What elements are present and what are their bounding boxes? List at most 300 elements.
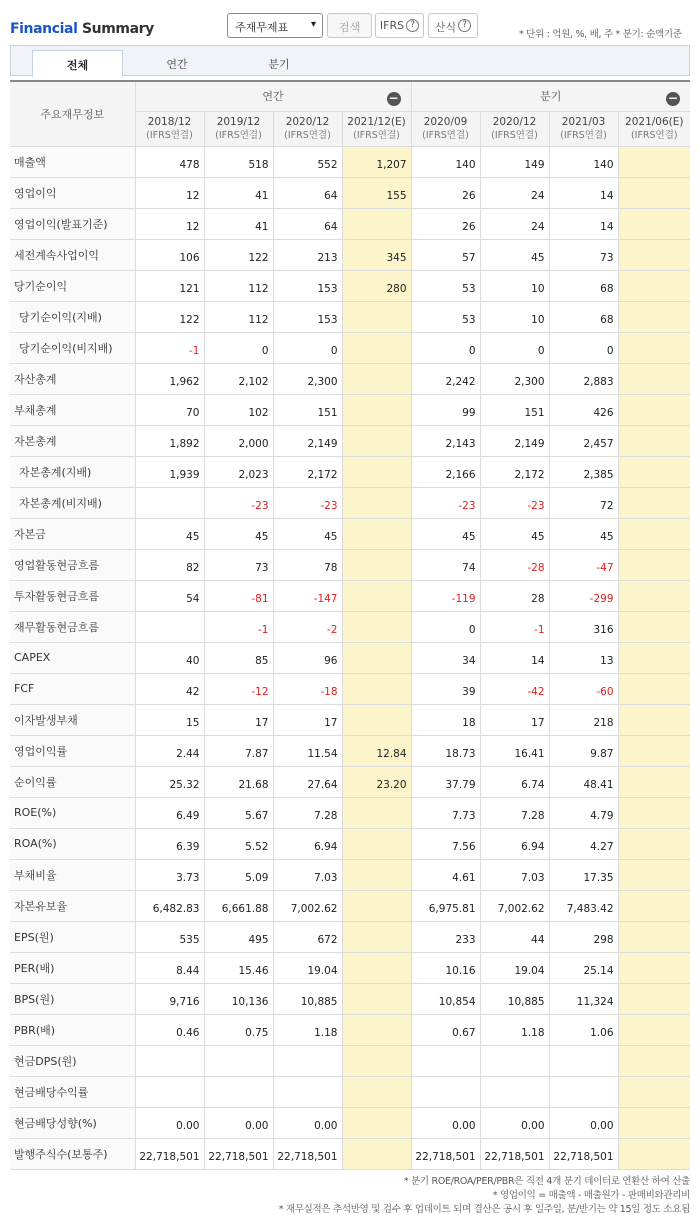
table-row xyxy=(10,828,690,859)
table-cell xyxy=(618,1138,690,1169)
table-cell: 426 xyxy=(549,394,618,425)
table-cell xyxy=(480,1076,549,1107)
table-cell xyxy=(342,549,411,580)
table-cell: 2,149 xyxy=(273,425,342,456)
column-header: 2020/12 (IFRS연결) xyxy=(273,111,342,146)
table-row xyxy=(10,797,690,828)
table-cell: 552 xyxy=(273,146,342,177)
table-cell: 2,300 xyxy=(273,363,342,394)
table-row xyxy=(10,146,690,177)
column-header: 2021/12(E) (IFRS연결) xyxy=(342,111,411,146)
row-label: 부채비율 xyxy=(10,859,135,890)
table-cell: 7,002.62 xyxy=(480,890,549,921)
table-row xyxy=(10,766,690,797)
table-cell xyxy=(618,642,690,673)
table-cell: 27.64 xyxy=(273,766,342,797)
table-cell: 41 xyxy=(204,208,273,239)
table-row xyxy=(10,890,690,921)
quarter-group-header: 분기 − xyxy=(411,81,690,111)
table-cell: -23 xyxy=(204,487,273,518)
table-cell: 112 xyxy=(204,270,273,301)
table-cell: 42 xyxy=(135,673,204,704)
table-cell xyxy=(342,797,411,828)
row-label: 자본유보율 xyxy=(10,890,135,921)
row-label: 당기순이익(비지배) xyxy=(10,332,135,363)
table-row xyxy=(10,549,690,580)
table-cell: 4.79 xyxy=(549,797,618,828)
table-cell: 0 xyxy=(411,611,480,642)
table-row xyxy=(10,735,690,766)
table-cell: 22,718,501 xyxy=(411,1138,480,1169)
row-label: 자본총계(지배) xyxy=(10,456,135,487)
table-cell xyxy=(135,1045,204,1076)
footnote-3: * 재무실적은 추석반영 및 검수 후 업데이트 되며 결산은 공시 후 일주일, 분/반기는 약 15일 정도 소요됨 xyxy=(278,1204,690,1215)
table-cell: 25.32 xyxy=(135,766,204,797)
table-cell: 64 xyxy=(273,177,342,208)
table-cell xyxy=(342,208,411,239)
table-cell xyxy=(618,1107,690,1138)
table-cell: 25.14 xyxy=(549,952,618,983)
row-label: 재무활동현금흐름 xyxy=(10,611,135,642)
row-label: 자본총계(비지배) xyxy=(10,487,135,518)
table-cell: 19.04 xyxy=(273,952,342,983)
table-cell xyxy=(618,1014,690,1045)
table-cell: 1,962 xyxy=(135,363,204,394)
row-label: 매출액 xyxy=(10,146,135,177)
table-cell: 45 xyxy=(204,518,273,549)
table-cell: 14 xyxy=(549,177,618,208)
table-cell: 151 xyxy=(480,394,549,425)
row-label: 영업이익(발표기준) xyxy=(10,208,135,239)
table-cell: 37.79 xyxy=(411,766,480,797)
table-cell xyxy=(204,1076,273,1107)
table-row xyxy=(10,580,690,611)
column-header: 2021/03 (IFRS연결) xyxy=(549,111,618,146)
column-header: 2021/06(E) (IFRS연결) xyxy=(618,111,690,146)
table-row xyxy=(10,859,690,890)
table-row xyxy=(10,983,690,1014)
table-cell: 2,242 xyxy=(411,363,480,394)
table-cell xyxy=(135,611,204,642)
table-cell: 0 xyxy=(411,332,480,363)
table-cell: 1,207 xyxy=(342,146,411,177)
table-cell: 15 xyxy=(135,704,204,735)
table-cell: -2 xyxy=(273,611,342,642)
row-label: 부채총계 xyxy=(10,394,135,425)
table-cell: 7.28 xyxy=(273,797,342,828)
row-label: 자산총계 xyxy=(10,363,135,394)
table-cell: 1.18 xyxy=(480,1014,549,1045)
formula-help-button[interactable]: 산식 ? xyxy=(428,13,478,38)
table-cell: 22,718,501 xyxy=(480,1138,549,1169)
table-cell xyxy=(618,549,690,580)
table-cell: 10,885 xyxy=(273,983,342,1014)
table-cell: 22,718,501 xyxy=(273,1138,342,1169)
table-cell xyxy=(411,1045,480,1076)
column-header: 2018/12 (IFRS연결) xyxy=(135,111,204,146)
table-cell xyxy=(618,363,690,394)
table-cell: 2,000 xyxy=(204,425,273,456)
table-cell: 2,883 xyxy=(549,363,618,394)
table-cell: -12 xyxy=(204,673,273,704)
table-cell xyxy=(618,394,690,425)
table-cell: -42 xyxy=(480,673,549,704)
table-row xyxy=(10,425,690,456)
table-cell: 2,102 xyxy=(204,363,273,394)
column-header: 2020/09 (IFRS연결) xyxy=(411,111,480,146)
table-cell xyxy=(618,425,690,456)
row-label: 세전계속사업이익 xyxy=(10,239,135,270)
table-cell: 70 xyxy=(135,394,204,425)
table-cell xyxy=(618,332,690,363)
table-cell xyxy=(342,518,411,549)
table-row xyxy=(10,1076,690,1107)
collapse-quarter-icon[interactable]: − xyxy=(668,91,679,105)
table-row xyxy=(10,177,690,208)
footnote-2: * 영업이익 = 매출액 - 매출원가 - 판매비와관리비 xyxy=(492,1190,690,1201)
table-cell: 17 xyxy=(204,704,273,735)
footnote-1: * 분기 ROE/ROA/PER/PBR은 직전 4개 분기 데이터로 연환산 하여 산출 xyxy=(403,1176,690,1187)
table-cell: 6.49 xyxy=(135,797,204,828)
table-cell: 7.03 xyxy=(273,859,342,890)
table-cell: 0.00 xyxy=(549,1107,618,1138)
table-cell xyxy=(618,1076,690,1107)
table-cell xyxy=(618,580,690,611)
table-row xyxy=(10,1014,690,1045)
table-cell xyxy=(618,611,690,642)
table-cell: 153 xyxy=(273,270,342,301)
table-cell: 149 xyxy=(480,146,549,177)
table-cell: 17 xyxy=(480,704,549,735)
table-cell: 8.44 xyxy=(135,952,204,983)
table-cell xyxy=(618,270,690,301)
table-cell xyxy=(342,1107,411,1138)
table-cell xyxy=(342,456,411,487)
row-label: 현금DPS(원) xyxy=(10,1045,135,1076)
table-cell: 48.41 xyxy=(549,766,618,797)
row-label: CAPEX xyxy=(10,642,135,673)
table-cell: 11.54 xyxy=(273,735,342,766)
table-cell: 2,172 xyxy=(480,456,549,487)
table-cell: 64 xyxy=(273,208,342,239)
tab-annual[interactable]: 연간 xyxy=(166,58,188,71)
table-cell: 2,149 xyxy=(480,425,549,456)
table-cell: 2,172 xyxy=(273,456,342,487)
table-cell: 23.20 xyxy=(342,766,411,797)
table-cell: 0.46 xyxy=(135,1014,204,1045)
table-cell: 102 xyxy=(204,394,273,425)
table-cell: 0.00 xyxy=(480,1107,549,1138)
table-cell: 10,885 xyxy=(480,983,549,1014)
table-cell: 6.94 xyxy=(273,828,342,859)
page-title: Financial Summary xyxy=(10,21,154,37)
table-cell: 2,143 xyxy=(411,425,480,456)
row-label: BPS(원) xyxy=(10,983,135,1014)
table-cell xyxy=(342,394,411,425)
table-row xyxy=(10,673,690,704)
table-cell xyxy=(618,704,690,735)
table-cell: -1 xyxy=(135,332,204,363)
toolbar xyxy=(0,0,699,44)
table-cell: 26 xyxy=(411,208,480,239)
table-cell xyxy=(618,177,690,208)
table-cell: 5.52 xyxy=(204,828,273,859)
table-row xyxy=(10,363,690,394)
row-label: 현금배당수익률 xyxy=(10,1076,135,1107)
table-cell: 12 xyxy=(135,208,204,239)
table-cell: 112 xyxy=(204,301,273,332)
table-cell: 10,854 xyxy=(411,983,480,1014)
table-cell: 121 xyxy=(135,270,204,301)
row-label: 발행주식수(보통주) xyxy=(10,1138,135,1169)
table-cell: 7,483.42 xyxy=(549,890,618,921)
row-label: PBR(배) xyxy=(10,1014,135,1045)
table-cell xyxy=(342,704,411,735)
row-label: 영업이익 xyxy=(10,177,135,208)
table-cell: 6,482.83 xyxy=(135,890,204,921)
table-cell: 140 xyxy=(549,146,618,177)
table-cell: 28 xyxy=(480,580,549,611)
table-cell: 7.73 xyxy=(411,797,480,828)
table-row xyxy=(10,270,690,301)
table-cell: 1.06 xyxy=(549,1014,618,1045)
table-cell: 9,716 xyxy=(135,983,204,1014)
table-cell xyxy=(618,239,690,270)
table-cell: 10 xyxy=(480,301,549,332)
table-cell: 0 xyxy=(480,332,549,363)
table-cell xyxy=(135,487,204,518)
table-cell: 0.00 xyxy=(273,1107,342,1138)
table-cell: 45 xyxy=(273,518,342,549)
table-cell: 14 xyxy=(480,642,549,673)
table-cell xyxy=(618,983,690,1014)
table-row xyxy=(10,704,690,735)
table-cell: 280 xyxy=(342,270,411,301)
table-cell: 2.44 xyxy=(135,735,204,766)
table-cell: 96 xyxy=(273,642,342,673)
table-cell: 153 xyxy=(273,301,342,332)
table-cell: 298 xyxy=(549,921,618,952)
table-cell: 39 xyxy=(411,673,480,704)
search-button[interactable]: 검색 xyxy=(327,13,372,38)
chevron-down-icon: ▾ xyxy=(310,19,316,30)
table-cell: -1 xyxy=(480,611,549,642)
table-cell: -28 xyxy=(480,549,549,580)
table-cell: 0 xyxy=(204,332,273,363)
table-cell: 213 xyxy=(273,239,342,270)
row-label: 현금배당성향(%) xyxy=(10,1107,135,1138)
table-cell: 57 xyxy=(411,239,480,270)
table-cell xyxy=(411,1076,480,1107)
table-cell xyxy=(618,828,690,859)
table-cell: 6.74 xyxy=(480,766,549,797)
table-cell xyxy=(342,580,411,611)
collapse-annual-icon[interactable]: − xyxy=(388,91,399,105)
table-cell xyxy=(273,1045,342,1076)
table-cell xyxy=(342,332,411,363)
table-row xyxy=(10,921,690,952)
table-cell: -23 xyxy=(273,487,342,518)
ifrs-help-button[interactable]: IFRS ? xyxy=(375,13,424,38)
table-cell xyxy=(618,146,690,177)
table-cell: 345 xyxy=(342,239,411,270)
table-cell xyxy=(342,921,411,952)
table-cell: 6.94 xyxy=(480,828,549,859)
table-cell: 0 xyxy=(273,332,342,363)
table-row xyxy=(10,332,690,363)
table-row xyxy=(10,642,690,673)
table-cell: 13 xyxy=(549,642,618,673)
table-cell: 7.56 xyxy=(411,828,480,859)
table-cell xyxy=(618,518,690,549)
table-cell: 40 xyxy=(135,642,204,673)
table-cell: -299 xyxy=(549,580,618,611)
row-label: 당기순이익(지배) xyxy=(10,301,135,332)
row-label: ROA(%) xyxy=(10,828,135,859)
table-cell: 4.61 xyxy=(411,859,480,890)
table-cell: 34 xyxy=(411,642,480,673)
table-cell xyxy=(342,952,411,983)
table-cell xyxy=(342,301,411,332)
table-cell: -81 xyxy=(204,580,273,611)
table-cell: 18.73 xyxy=(411,735,480,766)
table-row xyxy=(10,239,690,270)
table-cell: 316 xyxy=(549,611,618,642)
table-cell: 518 xyxy=(204,146,273,177)
table-cell: 1.18 xyxy=(273,1014,342,1045)
table-cell xyxy=(342,673,411,704)
table-cell: 19.04 xyxy=(480,952,549,983)
table-cell xyxy=(480,1045,549,1076)
table-row xyxy=(10,611,690,642)
table-cell: 26 xyxy=(411,177,480,208)
tab-all[interactable]: 전체 xyxy=(32,50,123,77)
table-cell: 1,939 xyxy=(135,456,204,487)
table-cell: -119 xyxy=(411,580,480,611)
table-cell xyxy=(342,1138,411,1169)
table-cell: 22,718,501 xyxy=(549,1138,618,1169)
table-cell: 0.00 xyxy=(411,1107,480,1138)
help-icon: ? xyxy=(406,19,419,32)
table-cell xyxy=(342,487,411,518)
table-cell xyxy=(618,952,690,983)
table-cell: 10 xyxy=(480,270,549,301)
row-label: 영업활동현금흐름 xyxy=(10,549,135,580)
unit-note: * 단위 : 억원, %, 배, 주 * 분기: 순액기준 xyxy=(519,29,682,40)
statement-select[interactable]: 주재무제표 ▾ xyxy=(227,13,323,38)
table-cell: 4.27 xyxy=(549,828,618,859)
table-cell: 53 xyxy=(411,270,480,301)
table-cell: 18 xyxy=(411,704,480,735)
table-cell: 14 xyxy=(549,208,618,239)
row-label: 영업이익률 xyxy=(10,735,135,766)
table-cell: 233 xyxy=(411,921,480,952)
table-cell: -18 xyxy=(273,673,342,704)
table-row xyxy=(10,394,690,425)
row-label: PER(배) xyxy=(10,952,135,983)
help-icon: ? xyxy=(458,19,471,32)
table-cell: 78 xyxy=(273,549,342,580)
table-cell: 6,661.88 xyxy=(204,890,273,921)
table-cell: 41 xyxy=(204,177,273,208)
table-row xyxy=(10,518,690,549)
table-cell: 73 xyxy=(549,239,618,270)
table-cell: 535 xyxy=(135,921,204,952)
table-cell: 122 xyxy=(135,301,204,332)
table-cell xyxy=(618,208,690,239)
table-cell xyxy=(618,859,690,890)
table-cell: -47 xyxy=(549,549,618,580)
table-cell: 24 xyxy=(480,208,549,239)
table-cell xyxy=(342,1014,411,1045)
table-row xyxy=(10,1045,690,1076)
tab-quarter[interactable]: 분기 xyxy=(268,58,290,71)
table-cell: 2,300 xyxy=(480,363,549,394)
table-cell: 82 xyxy=(135,549,204,580)
table-cell: 12.84 xyxy=(342,735,411,766)
table-cell: 122 xyxy=(204,239,273,270)
row-label: 자본총계 xyxy=(10,425,135,456)
table-cell: 2,166 xyxy=(411,456,480,487)
table-cell: 155 xyxy=(342,177,411,208)
table-cell: 85 xyxy=(204,642,273,673)
table-cell: 73 xyxy=(204,549,273,580)
row-label: FCF xyxy=(10,673,135,704)
table-cell xyxy=(342,828,411,859)
table-cell xyxy=(342,363,411,394)
table-cell: 99 xyxy=(411,394,480,425)
table-row xyxy=(10,208,690,239)
table-cell: 5.09 xyxy=(204,859,273,890)
row-label: ROE(%) xyxy=(10,797,135,828)
table-cell: 3.73 xyxy=(135,859,204,890)
table-cell xyxy=(618,735,690,766)
row-label: 이자발생부채 xyxy=(10,704,135,735)
row-label: 투자활동현금흐름 xyxy=(10,580,135,611)
table-cell: 5.67 xyxy=(204,797,273,828)
row-label: 당기순이익 xyxy=(10,270,135,301)
table-cell: 12 xyxy=(135,177,204,208)
table-cell xyxy=(618,921,690,952)
table-cell: 11,324 xyxy=(549,983,618,1014)
table-row xyxy=(10,301,690,332)
table-cell: 10,136 xyxy=(204,983,273,1014)
table-cell: 0.00 xyxy=(204,1107,273,1138)
table-cell xyxy=(342,890,411,921)
table-cell: -23 xyxy=(411,487,480,518)
table-cell xyxy=(618,673,690,704)
table-cell xyxy=(342,1045,411,1076)
table-cell xyxy=(549,1076,618,1107)
table-cell: 0.67 xyxy=(411,1014,480,1045)
table-cell xyxy=(135,1076,204,1107)
table-cell: 7,002.62 xyxy=(273,890,342,921)
table-cell xyxy=(618,766,690,797)
table-cell: 68 xyxy=(549,301,618,332)
table-cell xyxy=(342,642,411,673)
row-label: 자본금 xyxy=(10,518,135,549)
table-cell: 672 xyxy=(273,921,342,952)
table-row xyxy=(10,1107,690,1138)
table-cell xyxy=(342,859,411,890)
table-cell xyxy=(618,301,690,332)
table-cell: 68 xyxy=(549,270,618,301)
table-cell xyxy=(618,890,690,921)
table-cell: 218 xyxy=(549,704,618,735)
table-row xyxy=(10,952,690,983)
table-cell xyxy=(618,487,690,518)
table-cell: 15.46 xyxy=(204,952,273,983)
